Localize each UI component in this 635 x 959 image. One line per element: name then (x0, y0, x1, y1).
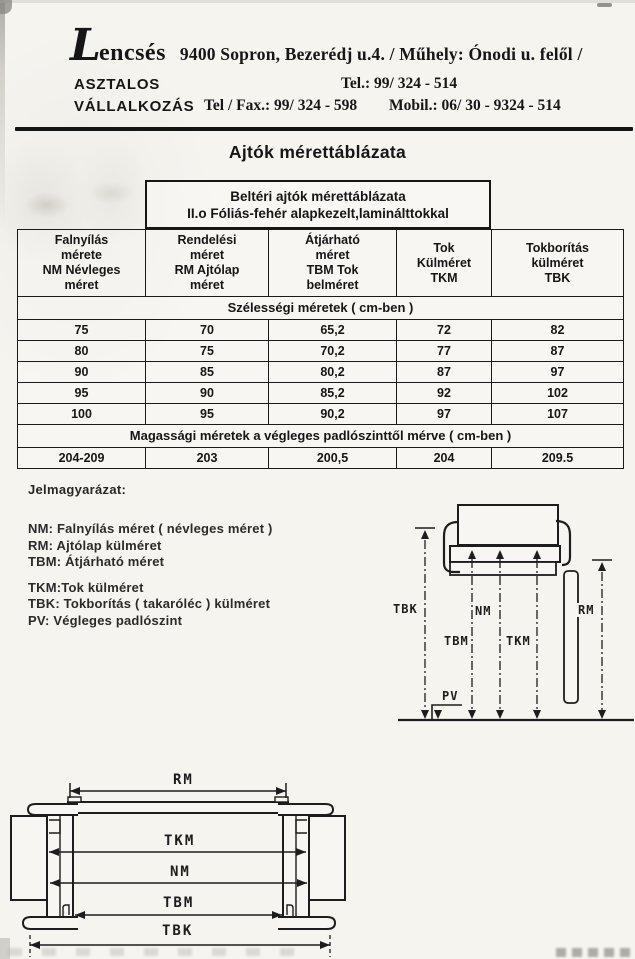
table-cell: 102 (492, 383, 624, 404)
table-row (18, 341, 624, 362)
table-cell: 92 (397, 383, 492, 404)
brand-initial: L (70, 20, 99, 71)
arrow-left-icon (30, 941, 40, 949)
table-row (18, 362, 624, 383)
table-row (18, 383, 624, 404)
section-label: Szélességi méretek ( cm-ben ) (18, 297, 624, 320)
table-cell: 77 (397, 341, 492, 362)
legend-item: TBM: Átjárható méret (28, 554, 165, 569)
arrow-right-icon (276, 787, 286, 795)
table-row (18, 404, 624, 425)
table-cell: 87 (397, 362, 492, 383)
mobile-number: Mobil.: 06/ 30 - 9324 - 514 (389, 97, 561, 114)
brand-name: encsés (98, 40, 166, 66)
letterhead (70, 20, 583, 71)
table-cell: 72 (397, 320, 492, 341)
trim-top-left (28, 804, 78, 815)
wall-block-right (309, 816, 345, 900)
table-cell: 97 (397, 404, 492, 425)
size-table-body (18, 297, 624, 469)
table-cell: 204 (397, 448, 492, 469)
table-cell: 90 (146, 383, 269, 404)
column-header: Falnyílás mérete NM Névleges méret (18, 230, 146, 297)
table-subtitle-line1: Beltéri ajtók mérettáblázata (230, 188, 406, 204)
column-header: Rendelési méret RM Ajtólap méret (146, 230, 269, 297)
table-cell: 90 (18, 362, 146, 383)
legend-title: Jelmagyarázat: (28, 482, 127, 497)
legend-group1 (28, 521, 273, 571)
scan-artifact-dash (597, 3, 612, 7)
vdiag-label-tkm: TKM (506, 634, 531, 648)
table-cell: 97 (492, 362, 624, 383)
business-type-line1: ASZTALOS (74, 76, 161, 93)
scan-blotch (88, 182, 134, 204)
header-divider-rule (15, 127, 633, 131)
trim-bottom-left (23, 917, 78, 929)
table-cell: 80 (18, 341, 146, 362)
table-cell: 85,2 (269, 383, 397, 404)
arrow-down-icon (598, 710, 606, 719)
table-cell: 203 (146, 448, 269, 469)
company-address: 9400 Sopron, Bezerédj u.4. / Műhely: Ónodi u. felől / (179, 44, 583, 64)
pdiag-label-tbk: TBK (162, 923, 194, 939)
column-header: Tokborítás külméret TBK (492, 230, 624, 297)
legend-item: TKM:Tok külméret (28, 579, 144, 595)
table-cell: 75 (18, 320, 146, 341)
scan-corner-smudge (0, 0, 12, 14)
table-cell: 70,2 (269, 341, 397, 362)
vdiag-label-rm: RM (578, 603, 595, 617)
legend-item: TBK: Tokborítás ( takaróléc ) külméret (28, 596, 271, 611)
table-row (18, 320, 624, 341)
pdiag-label-nm: NM (170, 864, 191, 880)
trim-top-right (278, 804, 333, 815)
table-cell: 65,2 (269, 320, 397, 341)
arrow-down-icon (434, 710, 442, 719)
table-cell: 82 (492, 320, 624, 341)
table-cell: 85 (146, 362, 269, 383)
pdiag-label-rm: RM (173, 772, 194, 788)
arrow-down-icon (496, 710, 504, 719)
business-type-line2: VÁLLALKOZÁS (74, 98, 195, 115)
vdiag-label-tbm: TBM (444, 634, 469, 648)
door-size-table (17, 229, 624, 469)
scan-cutoff-text-smudge (556, 948, 634, 957)
legend-group2 (28, 580, 273, 630)
table-cell: 95 (146, 404, 269, 425)
page-title: Ajtók mérettáblázata (228, 142, 407, 162)
table-cell: 80,2 (269, 362, 397, 383)
table-cell: 95 (18, 383, 146, 404)
vdiag-label-pv: PV (442, 689, 459, 703)
table-cell: 87 (492, 341, 624, 362)
frame-head-lower-bar (450, 562, 556, 575)
table-cell: 90,2 (269, 404, 397, 425)
legend-item: PV: Végleges padlószint (28, 612, 183, 628)
size-table-head-row (18, 230, 624, 297)
table-cell: 200,5 (269, 448, 397, 469)
arrow-left-icon (70, 787, 80, 795)
door-leaf (564, 571, 578, 703)
section-label: Magassági méretek a végleges padlószinttől mérve ( cm-ben ) (18, 425, 624, 448)
pdiag-label-tbm: TBM (163, 895, 195, 911)
vdiag-label-tbk: TBK (393, 602, 418, 616)
section-row (18, 297, 624, 320)
lintel-block (458, 505, 558, 545)
trim-bottom-right (278, 917, 335, 929)
vdiag-label-nm: NM (475, 604, 492, 618)
legend-block (28, 482, 273, 629)
arrow-down-icon (421, 710, 429, 719)
wall-block-left (11, 816, 47, 900)
table-cell: 70 (146, 320, 269, 341)
door-leaf-plan (68, 802, 288, 813)
table-row (18, 448, 624, 469)
scan-edge-shadow-top (0, 0, 635, 3)
arrow-up-icon (598, 562, 606, 571)
table-subtitle-line2: II.o Fóliás-fehér alapkezelt,laminálttokkal (187, 205, 449, 221)
table-cell: 100 (18, 404, 146, 425)
column-header: Tok Külméret TKM (397, 230, 492, 297)
pdiag-label-tkm: TKM (164, 833, 196, 849)
arrow-right-icon (320, 941, 330, 949)
column-header: Átjárható méret TBM Tok belméret (269, 230, 397, 297)
legend-item: RM: Ajtólap külméret (28, 537, 162, 553)
legend-item: NM: Falnyílás méret ( névleges méret ) (28, 521, 273, 536)
table-cell: 107 (492, 404, 624, 425)
arrow-up-icon (421, 530, 429, 539)
phone-number: Tel.: 99/ 324 - 514 (341, 75, 458, 92)
vertical-section-diagram (388, 495, 635, 735)
frame-head-bar (450, 546, 560, 562)
table-cell: 75 (146, 341, 269, 362)
arrow-down-icon (468, 710, 476, 719)
fax-number: Tel / Fax.: 99/ 324 - 598 (204, 97, 358, 114)
section-row (18, 425, 624, 448)
scan-blotch (24, 192, 70, 218)
scan-edge-shadow (0, 0, 5, 230)
table-cell: 204-209 (18, 448, 146, 469)
table-cell: 209.5 (492, 448, 624, 469)
arrow-down-icon (533, 710, 541, 719)
table-subtitle-box (145, 180, 491, 229)
